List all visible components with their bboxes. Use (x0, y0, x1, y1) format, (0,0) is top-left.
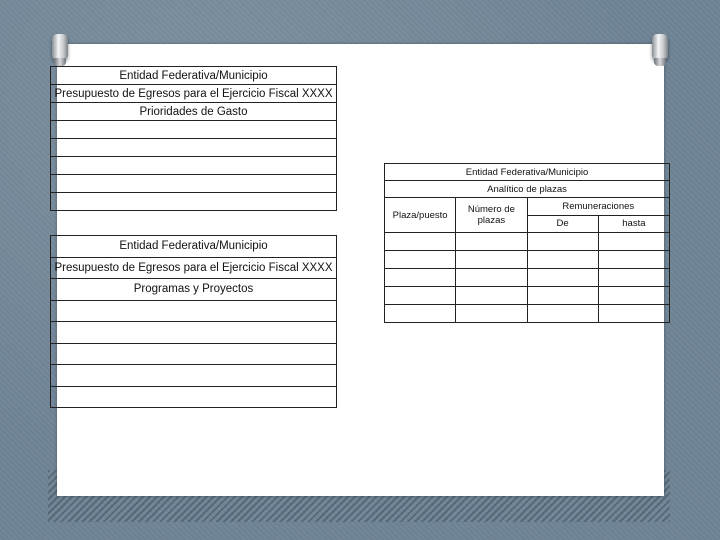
titulo-header: Programas y Proyectos (51, 279, 337, 301)
sub-col-de: De (527, 215, 598, 233)
fila-vacia (51, 322, 337, 344)
fila-vacia (385, 251, 670, 269)
presupuesto-header: Presupuesto de Egresos para el Ejercicio Fiscal XXXX (51, 85, 337, 103)
fila-vacia (385, 305, 670, 323)
fila-vacia (51, 157, 337, 175)
presupuesto-header: Presupuesto de Egresos para el Ejercicio Fiscal XXXX (51, 257, 337, 279)
entidad-header: Entidad Federativa/Municipio (51, 67, 337, 85)
fila-vacia (385, 287, 670, 305)
fila-vacia (385, 233, 670, 251)
tabla-prioridades-de-gasto (50, 66, 337, 211)
titulo-header: Analítico de plazas (385, 181, 670, 198)
sub-col-hasta: hasta (598, 215, 669, 233)
col-plaza-puesto: Plaza/puesto (385, 198, 456, 233)
fila-vacia (51, 365, 337, 387)
fila-vacia (51, 343, 337, 365)
fila-vacia (51, 139, 337, 157)
titulo-header: Prioridades de Gasto (51, 103, 337, 121)
col-remuneraciones: Remuneraciones (527, 198, 670, 216)
fila-vacia (51, 193, 337, 211)
col-numero-de-plazas: Número de plazas (456, 198, 527, 233)
fila-vacia (51, 175, 337, 193)
fila-vacia (51, 386, 337, 408)
entidad-header: Entidad Federativa/Municipio (51, 236, 337, 258)
fila-vacia (51, 300, 337, 322)
tabla-analitico-de-plazas (384, 163, 670, 323)
fila-vacia (385, 269, 670, 287)
pin-right-icon (652, 34, 668, 60)
pin-left-icon (52, 34, 68, 60)
tabla-programas-y-proyectos (50, 235, 337, 408)
fila-vacia (51, 121, 337, 139)
entidad-header: Entidad Federativa/Municipio (385, 164, 670, 181)
